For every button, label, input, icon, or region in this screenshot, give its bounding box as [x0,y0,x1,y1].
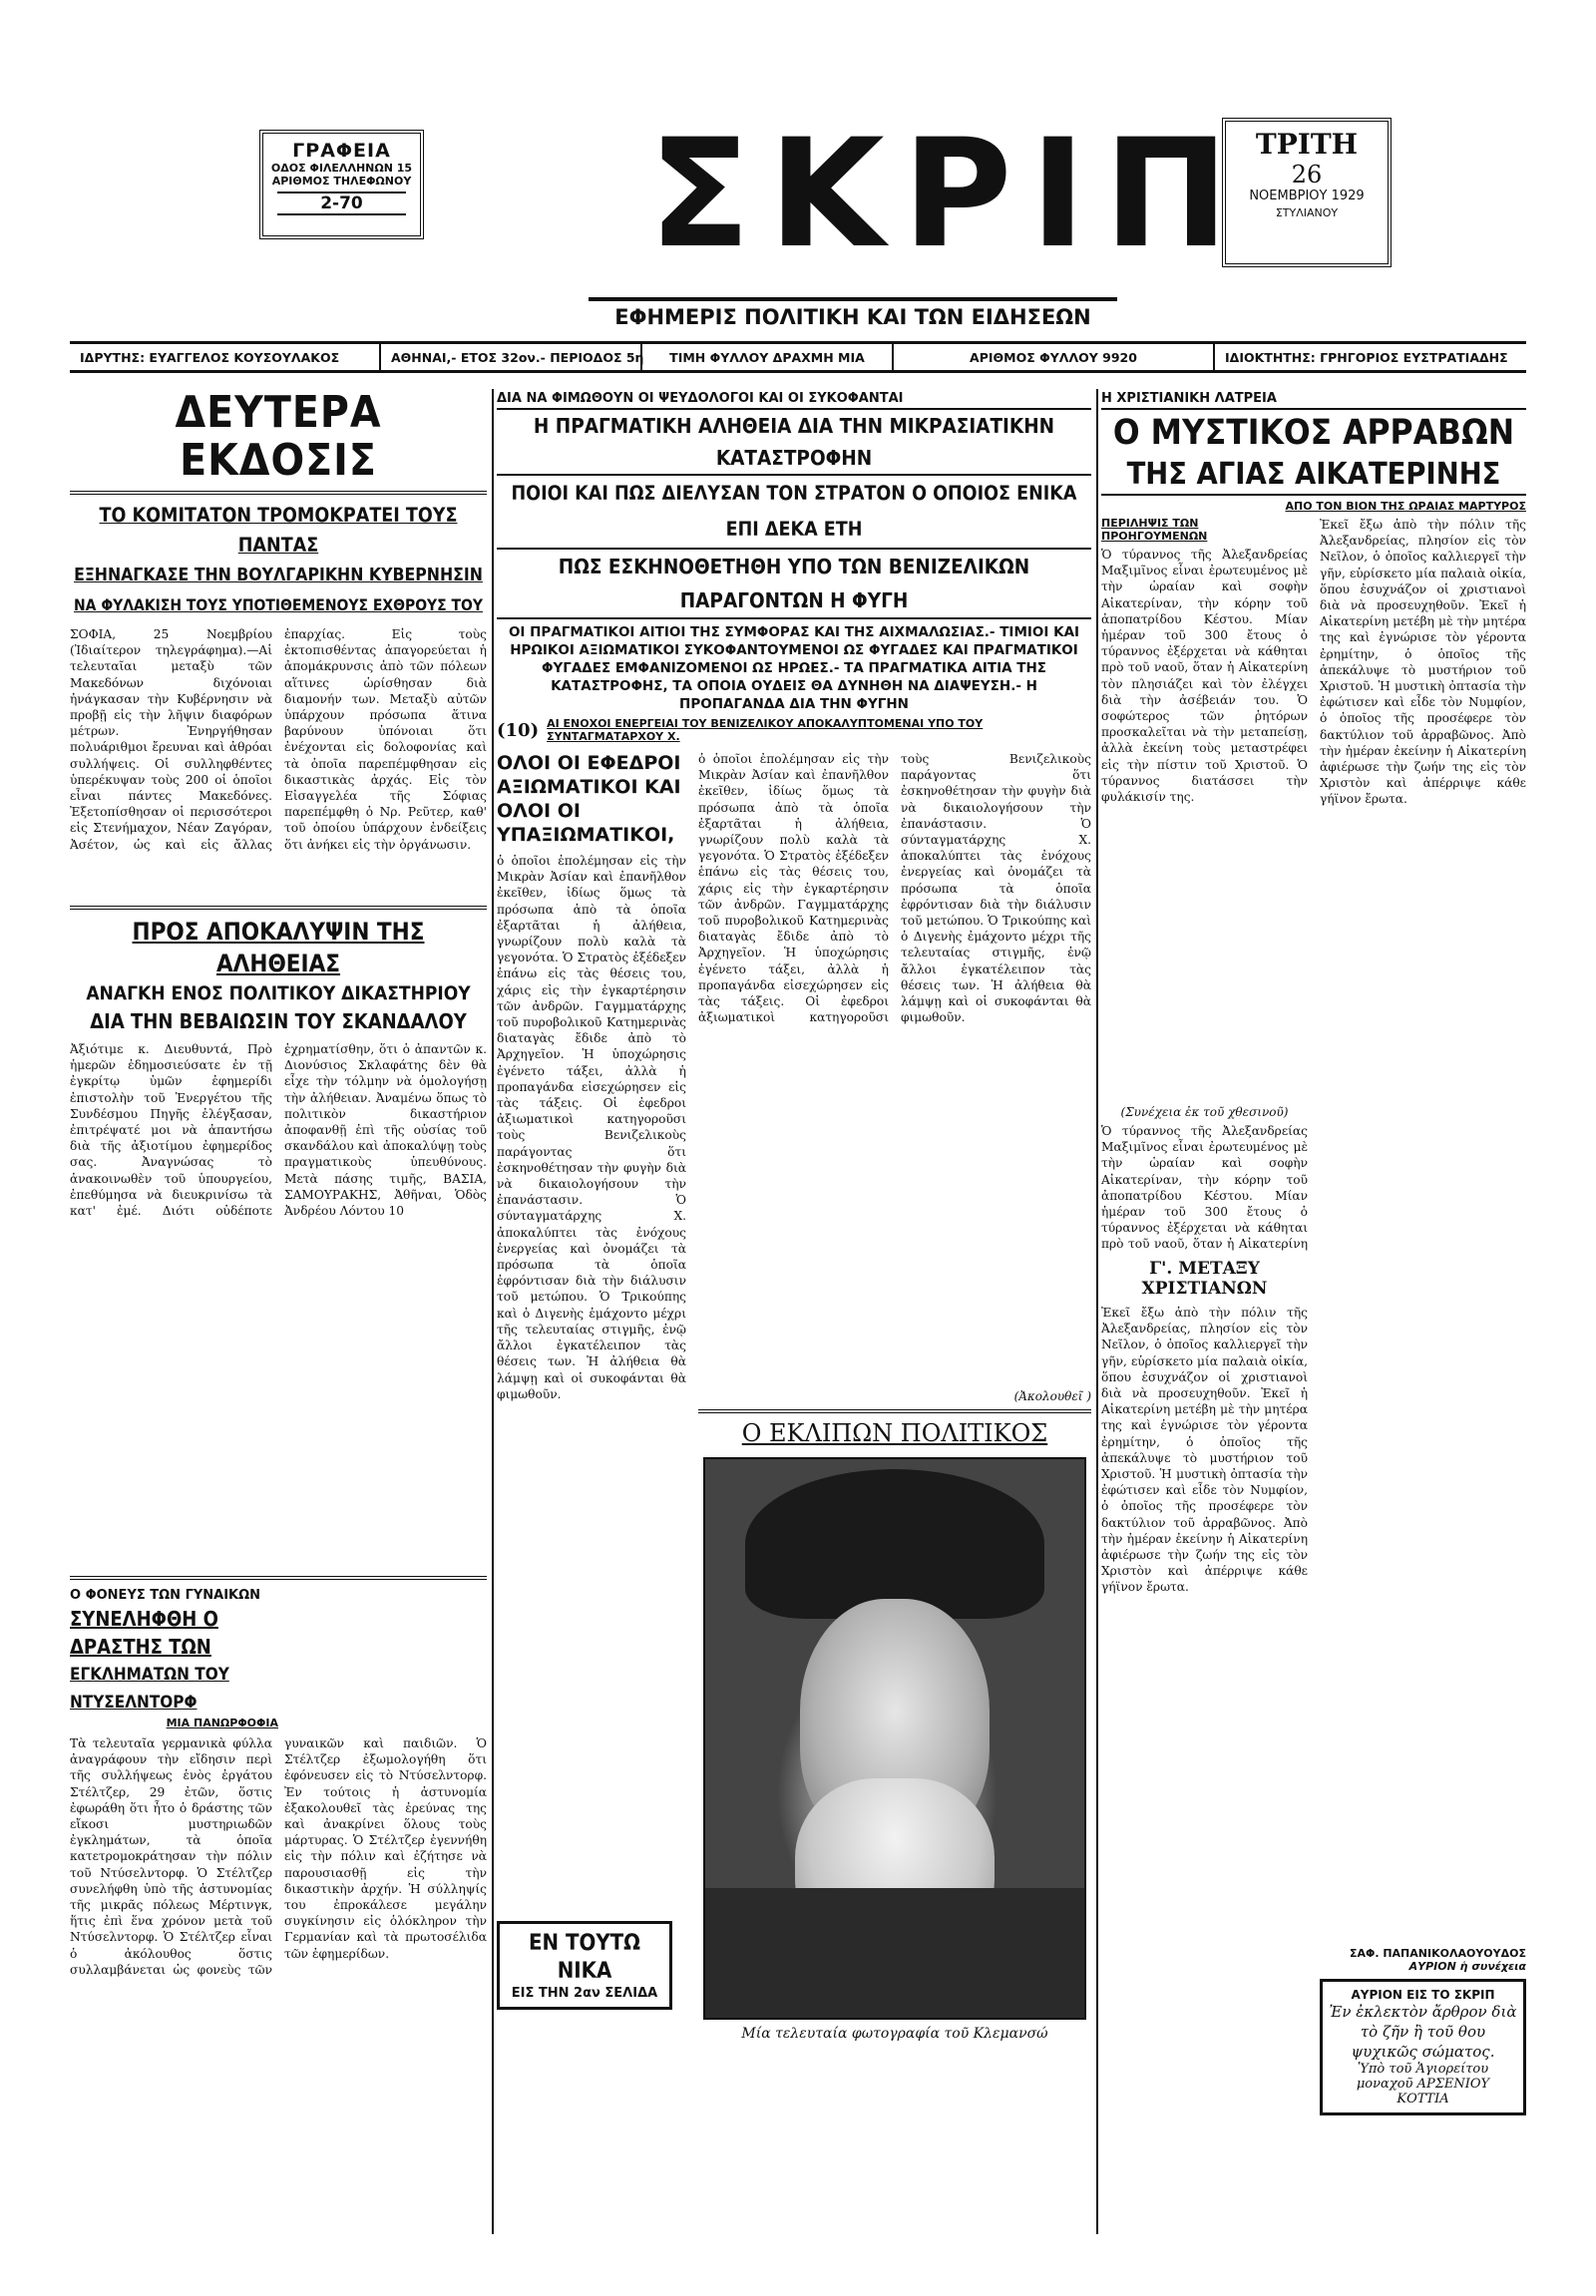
day-number: 26 [1291,161,1323,189]
section-number: (10) [497,719,540,741]
headline: ΑΝΑΓΚΗ ΕΝΟΣ ΠΟΛΙΤΙΚΟΥ ΔΙΚΑΣΤΗΡΙΟΥ [86,982,471,1004]
headline: ΤΟ ΚΟΜΙΤΑΤΟΝ ΤΡΟΜΟΚΡΑΤΕΙ ΤΟΥΣ ΠΑΝΤΑΣ [99,504,458,557]
column-rule [492,389,494,2234]
column-center [497,389,1091,2199]
promo-body: Ἐν ἐκλεκτὸν ἄρθρον διὰ τὸ ζῆν ἢ τοῦ θου ψυχικῶς σώματος. [1329,2003,1517,2061]
divider [698,1409,1091,1413]
promo-title: ΕΝ ΤΟΥΤΩ ΝΙΚΑ [529,1931,640,1984]
divider [70,1576,487,1580]
owner: ΙΔΙΟΚΤΗΤΗΣ: ΓΡΗΓΟΡΙΟΣ ΕΥΣΤΡΑΤΙΑΔΗΣ [1225,349,1508,365]
lead-paragraph: ΟΛΟΙ ΟΙ ΕΦΕΔΡΟΙ ΑΞΙΩΜΑΤΙΚΟΙ ΚΑΙ ΟΛΟΙ ΟΙ ΥΠΑΞΙΩΜΑΤΙΚΟΙ, [497,752,681,846]
column-rule [1096,389,1098,2234]
headline: ΠΩΣ ΕΣΚΗΝΟΘΕΤΗΘΗ ΥΠΟ ΤΩΝ ΒΕΝΙΖΕΛΙΚΩΝ ΠΑΡΑΓΟΝΤΩΝ Η ΦΥΓΗ [497,550,1091,619]
month-year: ΝΟΕΜΒΡΙΟΥ 1929 [1249,189,1365,203]
newspaper-page [70,60,1526,2234]
promo-sign: Ὑπὸ τοῦ Ἁγιορείτου μοναχοῦ ΑΡΣΕΝΙΟΥ ΚΟΤΤΙΑ [1356,2062,1490,2106]
founder: ΙΔΡΥΤΗΣ: ΕΥΑΓΓΕΛΟΣ ΚΟΥΣΟΥΛΑΚΟΣ [70,344,381,370]
deck: ΟΙ ΠΡΑΓΜΑΤΙΚΟΙ ΑΙΤΙΟΙ ΤΗΣ ΣΥΜΦΟΡΑΣ ΚΑΙ ΤΗΣ ΑΙΧΜΑΛΩΣΙΑΣ.- ΤΙΜΙΟΙ ΚΑΙ ΗΡΩΙΚΟΙ ΑΞΙΩΜΑΤΙΚΟΙ ΣΥΚΟΦΑΝΤΟΥΜΕΝΟΙ ΩΣ ΦΥΓΑΔΕΣ ΚΑΙ ΠΡΑΓΜΑΤΙΚΟΙ ΦΥΓΑΔΕΣ ΕΜΦΑΝΙΖΟΜΕΝΟΙ ΩΣ ΗΡΩΕΣ.- ΤΑ ΠΡΑΓΜΑΤΙΚΑ ΑΙΤΙΑ ΤΗΣ ΚΑΤΑΣΤΡΟΦΗΣ, ΤΑ ΟΠΟΙΑ ΟΥΔΕΙΣ ΘΑ ΔΥΝΗΘΗ ΝΑ ΔΙΑΨΕΥΣΗ.- Η ΠΡΟΠΑΓΑΝΔΑ ΔΙΑ ΤΗΝ ΦΥΓΗΝ [508,624,1080,712]
info-bar [70,341,1526,373]
edition-banner: ΔΕΥΤΕΡΑ ΕΚΔΟΣΙΣ [175,389,382,486]
headline: ΣΥΝΕΛΗΦΘΗ Ο ΔΡΑΣΤΗΣ ΤΩΝ [70,1607,218,1659]
headline: ΕΞΗΝΑΓΚΑΣΕ ΤΗΝ ΒΟΥΛΓΑΡΙΚΗΝ ΚΥΒΕΡΝΗΣΙΝ [74,566,483,585]
continued-note: (Συνέχεια ἐκ τοῦ χθεσινοῦ) [1120,1105,1289,1119]
kicker: ΔΙΑ ΝΑ ΦΙΜΩΘΟΥΝ ΟΙ ΨΕΥΔΟΛΟΓΟΙ ΚΑΙ ΟΙ ΣΥΚΟΦΑΝΤΑΙ [497,389,1091,410]
section-head: ΑΙ ΕΝΟΧΟΙ ΕΝΕΡΓΕΙΑΙ ΤΟΥ ΒΕΝΙΖΕΛΙΚΟΥ ΑΠΟΚΑΛΥΠΤΟΜΕΝΑΙ ΥΠΟ ΤΟΥ ΣΥΝΤΑΓΜΑΤΑΡΧΟΥ Χ. [547,717,984,743]
phone-label: ΑΡΙΘΜΟΣ ΤΗΛΕΦΩΝΟΥ [271,175,412,188]
phone-number: 2-70 [277,191,406,215]
office-label: ΓΡΑΦΕΙΑ [292,140,391,162]
headline: ΤΗΣ ΑΓΙΑΣ ΑΙΚΑΤΕΡΙΝΗΣ [1101,456,1526,496]
article-body: Ἐκεῖ ἔξω ἀπὸ τὴν πόλιν τῆς Ἀλεξανδρείας, πλησίον εἰς τὸν Νεῖλον, ὁ ὁποῖος καλλιεργεῖ τὴν γῆν, εὑρίσκετο μία παλαιὰ οἰκία, ὅπου ἐσυχνάζον οἱ χριστιανοὶ διὰ νὰ προσευχηθοῦν. Ἐκεῖ ἡ Αἰκατερίνη μετέβη μὲ τὴν μητέρα της καὶ ἐγνώρισε τὸν γέροντα ἐρημίτην, ὁ ὁποῖος τῆς ἀπεκάλυψε τὸ μυστήριον τοῦ Χριστοῦ. Ἡ μυστικὴ ὀπτασία τὴν ἐφώτισεν καὶ εἶδε τὸν Νυμφίον, ὁ ὁποῖος τῆς προσέφερε τὸν δακτύλιον τοῦ ἀρραβῶνος. Ἀπὸ τὴν ἡμέραν ἐκείνην ἡ Αἰκατερίνη ἀφιέρωσε τὴν ζωήν της εἰς τὸν Χριστὸν καὶ ἀπέρριψε κάθε γήϊνον ἔρωτα. [1101,1306,1308,1595]
article-body: Ἀξιότιμε κ. Διευθυντά, Πρὸ ἡμερῶν ἐδημοσιεύσατε ἐν τῇ ἐγκρίτῳ ὑμῶν ἐφημερίδι ἐπιστολὴν τοῦ Ἐνεργέτου τῆς Συνδέσμου Πηγῆς ἐλέγξασαν, ἐπιτρέψατέ μοι νὰ ἀπαντήσω διὰ τῆς ἀξιοτίμου ἐφημερίδος σας. Ἀναγνώσας τὸ ἀνακοινωθὲν τοῦ ὑπουργείου, ἐπεθύμησα νὰ διευκρινίσω τὰ κατ' ἐμέ. Διότι οὐδέποτε ἐχρηματίσθην, ὅτι ὁ ἀπαντῶν κ. Διονύσιος Σκλαφάτης δὲν θὰ εἶχε τὴν τόλμην νὰ ὁμολογήσῃ τὴν ἀλήθειαν. Ἀναμένω ὅπως τὸ πολιτικὸν δικαστήριον ἀποφανθῇ ἐπὶ τῆς οὐσίας τοῦ σκανδάλου καὶ ἀποκαλύψῃ τοὺς πραγματικοὺς ὑπευθύνους. Μετὰ πάσης τιμῆς, ΒΑΣΙΑ, ΣΑΜΟΥΡΑΚΗΣ, Ἀθῆναι, Ὁδὸς Ἀνδρέου Λόντου 10 [70,1042,487,1219]
article-body-continued: ὁ ὁποῖοι ἐπολέμησαν εἰς τὴν Μικρὰν Ἀσίαν καὶ ἐπανῆλθον ἐκεῖθεν, ἰδίως ὅμως τὰ πρόσωπα ἀπὸ τὰ ὁποῖα ἐξαρτᾶται ἡ ἀλήθεια, γνωρίζουν πολὺ καλὰ τὰ γεγονότα. Ὁ Στρατὸς ἐξέδεξεν ἑπάνω εἰς τὰς θέσεις του, χάρις εἰς τὴν ἐγκαρτέρησιν τῶν ἀνδρῶν. Γαγμματάρχης τοῦ πυροβολικοῦ Κατημερινὰς διαταγὰς ἔδιδε ἀπὸ τὸ Ἀρχηγεῖον. Ἡ ὑποχώρησις ἐγένετο τάξει, ἀλλὰ ἡ προπαγάνδα εἰσεχώρησεν εἰς τὰς τάξεις. Οἱ ἐφεδροι ἀξιωματικοὶ κατηγοροῦσι τοὺς Βενιζελικοὺς παράγοντας ὅτι ἐσκηνοθέτησαν τὴν φυγὴν διὰ νὰ δικαιολογήσουν τὴν ἐπανάστασιν. Ὁ σύνταγματάρχης Χ. ἀποκαλύπτει τὰς ἐνόχους ἐνεργείας καὶ ὀνομάζει τὰ πρόσωπα τὰ ὁποῖα ἐφρόντισαν διὰ τὴν διάλυσιν τοῦ μετώπου. Ὁ Τρικούπης καὶ ὁ Διγενὴς ἐμάχοντο μέχρι τῆς τελευταίας στιγμῆς, ἐνῷ ἄλλοι ἐγκατέλειπον τὰς θέσεις των. Ἡ ἀλήθεια θὰ λάμψῃ καὶ οἱ συκοφάνται θὰ φιμωθοῦν. [698,752,1091,1025]
headline: ΠΟΙΟΙ ΚΑΙ ΠΩΣ ΔΙΕΛΥΣΑΝ ΤΟΝ ΣΤΡΑΤΟΝ Ο ΟΠΟΙΟΣ ΕΝΙΚΑ ΕΠΙ ΔΕΚΑ ΕΤΗ [497,476,1091,550]
tomorrow-promo [1320,1979,1526,2115]
column-right [1101,389,1526,2182]
article-body: Ὁ τύραννος τῆς Ἀλεξανδρείας Μαξιμῖνος εἶναι ἐρωτευμένος μὲ τὴν ὡραίαν καὶ σοφὴν Αἰκατερίναν, τὴν κόρην τοῦ ἀποπατρίδου Κέστου. Μίαν ἡμέραν τοῦ 300 ἔτους ὁ τύραννος ἐξέρχεται νὰ κάθηται πρὸ τοῦ ναοῦ, ὅταν ἡ Αἰκατερίνη [1101,1124,1308,1252]
article-body: ὁ ὁποῖοι ἐπολέμησαν εἰς τὴν Μικρὰν Ἀσίαν καὶ ἐπανῆλθον ἐκεῖθεν, ἰδίως ὅμως τὰ πρόσωπα ἀπὸ τὰ ὁποῖα ἐξαρτᾶται ἡ ἀλήθεια, γνωρίζουν πολὺ καλὰ τὰ γεγονότα. Ὁ Στρατὸς ἐξέδεξεν ἑπάνω εἰς τὰς θέσεις του, χάρις εἰς τὴν ἐγκαρτέρησιν τῶν ἀνδρῶν. Γαγμματάρχης τοῦ πυροβολικοῦ Κατημερινὰς διαταγὰς ἔδιδε ἀπὸ τὸ Ἀρχηγεῖον. Ἡ ὑποχώρησις ἐγένετο τάξει, ἀλλὰ ἡ προπαγάνδα εἰσεχώρησεν εἰς τὰς τάξεις. Οἱ ἐφεδροι ἀξιωματικοὶ κατηγοροῦσι τοὺς Βενιζελικοὺς παράγοντας ὅτι ἐσκηνοθέτησαν τὴν φυγὴν διὰ νὰ δικαιολογήσουν τὴν ἐπανάστασιν. Ὁ σύνταγματάρχης Χ. ἀποκαλύπτει τὰς ἐνόχους ἐνεργείας καὶ ὀνομάζει τὰ πρόσωπα τὰ ὁποῖα ἐφρόντισαν διὰ τὴν διάλυσιν τοῦ μετώπου. Ὁ Τρικούπης καὶ ὁ Διγενὴς ἐμάχοντο μέχρι τῆς τελευταίας στιγμῆς, ἐνῷ ἄλλοι ἐγκατέλειπον τὰς θέσεις των. Ἡ ἀλήθεια θὰ λάμψῃ καὶ οἱ συκοφάνται θὰ φιμωθοῦν. [497,854,686,1401]
byline: ΑΠΟ ΤΟΝ ΒΙΟΝ ΤΗΣ ΩΡΑΙΑΣ ΜΑΡΤΥΡΟΣ [1285,500,1526,513]
portrait-photo [703,1457,1086,2020]
subhead: Γ'. ΜΕΤΑΞΥ ΧΡΙΣΤΙΑΝΩΝ [1141,1259,1268,1299]
office-address: ΟΔΟΣ ΦΙΛΕΛΛΗΝΩΝ 15 [270,162,413,175]
article-body: Τὰ τελευταῖα γερμανικὰ φύλλα ἀναγράφουν τὴν εἴδησιν περὶ τῆς συλλήψεως ἑνὸς ἐργάτου Στέλτζερ, 29 ἐτῶν, ὅστις ἐφωράθη ὅτι ἦτο ὁ δράστης τῶν εἴκοσι μυστηριωδῶν ἐγκλημάτων, τὰ ὁποῖα κατετρομοκράτησαν τὴν πόλιν τοῦ Ντύσελντορφ. Ὁ Στέλτζερ συνελήφθη ὑπὸ τῆς ἀστυνομίας τῆς μικρᾶς πόλεως Μέρτινγκ, ἥτις ἐπὶ ἕνα χρόνον μετὰ τοῦ Ντύσελντορφ. Ὁ Στέλτζερ εἶναι ὁ ἀκόλουθος ὅστις συλλαμβάνεται ὡς φονεὺς τῶν γυναικῶν καὶ παιδιῶν. Ὁ Στέλτζερ ἐξωμολογήθη ὅτι ἐφόνευσεν εἰς τὸ Ντύσελντορφ. Ἐν τούτοις ἡ ἀστυνομία ἐξακολουθεῖ τὰς ἐρεύνας της καὶ ἀνακρίνει ὅλους τοὺς μάρτυρας. Ὁ Στέλτζερ ἐγεννήθη εἰς τὴν πόλιν καὶ ἐζήτησε νὰ παρουσιασθῇ εἰς τὴν δικαστικὴν ἀρχήν. Ἡ σύλληψίς του ἐπροκάλεσε μεγάλην συγκίνησιν εἰς ὁλόκληρον τὴν Γερμανίαν καὶ τὰ πρωτοσέλιδα τῶν ἐφημερίδων. [70,1736,487,1977]
photo-kicker: Ο ΕΚΛΙΠΩΝ ΠΟΛΙΤΙΚΟΣ [741,1419,1048,1447]
headline: Ο ΜΥΣΤΙΚΟΣ ΑΡΡΑΒΩΝ [1112,413,1515,453]
promo-box [497,1921,672,2010]
promo-head: ΑΥΡΙΟΝ ΕΙΣ ΤΟ ΣΚΡΙΠ [1351,1988,1495,2002]
headline: ΔΙΑ ΤΗΝ ΒΕΒΑΙΩΣΙΝ ΤΟΥ ΣΚΑΝΔΑΛΟΥ [90,1009,467,1033]
weekday: ΤΡΙΤΗ [1255,128,1359,161]
article-body-continued: Ἐκεῖ ἔξω ἀπὸ τὴν πόλιν τῆς Ἀλεξανδρείας, πλησίον εἰς τὸν Νεῖλον, ὁ ὁποῖος καλλιεργεῖ τὴν γῆν, εὑρίσκετο μία παλαιὰ οἰκία, ὅπου ἐσυχνάζον οἱ χριστιανοὶ διὰ νὰ προσευχηθοῦν. Ἐκεῖ ἡ Αἰκατερίνη μετέβη μὲ τὴν μητέρα της καὶ ἐγνώρισε τὸν γέροντα ἐρημίτην, ὁ ὁποῖος τῆς ἀπεκάλυψε τὸ μυστήριον τοῦ Χριστοῦ. Ἡ μυστικὴ ὀπτασία τὴν ἐφώτισεν καὶ εἶδε τὸν Νυμφίον, ὁ ὁποῖος τῆς προσέφερε τὸν δακτύλιον τοῦ ἀρραβῶνος. Ἀπὸ τὴν ἡμέραν ἐκείνην ἡ Αἰκατερίνη ἀφιέρωσε τὴν ζωήν της εἰς τὸν Χριστὸν καὶ ἀπέρριψε κάθε γήϊνον ἔρωτα. [1320,518,1526,807]
promo-page: ΕΙΣ ΤΗΝ 2αν ΣΕΛΙΔΑ [511,1986,658,2001]
kicker: Ο ΦΟΝΕΥΣ ΤΩΝ ΓΥΝΑΙΚΩΝ [70,1588,261,1603]
headline: ΕΓΚΛΗΜΑΤΩΝ ΤΟΥ ΝΤΥΣΕΛΝΤΟΡΦ [70,1665,229,1713]
column-left [70,389,487,2174]
office-info-box [259,130,424,239]
saint-name: ΣΤΥΛΙΑΝΟΥ [1275,206,1339,219]
issue-number: ΑΡΙΘΜΟΣ ΦΥΛΛΟΥ 9920 [894,344,1215,370]
headline: Η ΠΡΑΓΜΑΤΙΚΗ ΑΛΗΘΕΙΑ ΔΙΑ ΤΗΝ ΜΙΚΡΑΣΙΑΤΙΚΗΝ ΚΑΤΑΣΤΡΟΦΗΝ [497,410,1091,476]
price: ΤΙΜΗ ΦΥΛΛΟΥ ΔΡΑΧΜΗ ΜΙΑ [642,344,894,370]
divider [70,491,487,495]
newspaper-subtitle: ΕΦΗΜΕΡΙΣ ΠΟΛΙΤΙΚΗ ΚΑΙ ΤΩΝ ΕΙΔΗΣΕΩΝ [589,297,1117,329]
city-year: ΑΘΗΝΑΙ,- ΕΤΟΣ 32ον.- ΠΕΡΙΟΔΟΣ 5η [381,344,642,370]
headline: ΝΑ ΦΥΛΑΚΙΣΗ ΤΟΥΣ ΥΠΟΤΙΘΕΜΕΝΟΥΣ ΕΧΘΡΟΥΣ ΤΟΥ [74,596,483,614]
newspaper-logo: ΣΚΡΙΠ [648,108,1247,281]
date-box [1222,118,1392,267]
article-body: ΣΟΦΙΑ, 25 Νοεμβρίου (Ἰδιαίτερον τηλεγράφημα).—Αἱ τελευταῖαι μεταξὺ τῶν Μακεδόνων διχόνοιαι ἠνάγκασαν τὴν Κυβέρνησιν νὰ προβῇ εἰς τὴν λῆψιν διαφόρων μέτρων. Ἐνηργήθησαν πολυάριθμοι ἔρευναι καὶ ἀθρόαι συλλήψεις. Οἱ συλληφθέντες ὑπερέκυψαν τοὺς 200 οἱ ὁποῖοι εἶναι πάντες Μακεδόνες. Ἐξετοπίσθησαν οἱ περισσότεροι εἰς Στενήμαχον, Νέαν Ζαγόραν, Ἀσέτον, ὡς καὶ εἰς ἄλλας ἐπαρχίας. Εἰς τοὺς ἐκτοπισθέντας ἀπαγορεύεται ἡ ἀπομάκρυνσις ἀπὸ τῶν πόλεων αἵτινες ὡρίσθησαν διὰ διαμονήν των. Μεταξὺ αὐτῶν ὑπάρχουν πρόσωπα ἅτινα βαρύνουν ὑπόνοιαι ὅτι ἐνέχονται εἰς δολοφονίας καὶ τὰ ὁποῖα παρεπέμφθησαν εἰς δικαστικὰς ἀρχάς. Εἰς τὸν Εἰσαγγελέα τῆς Σόφιας παρεπέμφθη ὁ Νρ. Ρεῦτερ, καθ' τοῦ ὁποίου ὑπάρχουν ἐνδείξεις ὅτι ἀνήκει εἰς τὴν ὀργάνωσιν. [70,627,487,852]
divider [70,906,487,910]
article-body: Ὁ τύραννος τῆς Ἀλεξανδρείας Μαξιμῖνος εἶναι ἐρωτευμένος μὲ τὴν ὡραίαν καὶ σοφὴν Αἰκατερίναν, τὴν κόρην τοῦ ἀποπατρίδου Κέστου. Μίαν ἡμέραν τοῦ 300 ἔτους ὁ τύραννος ἐξέρχεται νὰ κάθηται πρὸ τοῦ ναοῦ, ὅταν ἡ Αἰκατερίνη τὸν πλησιάζει καὶ τὸν ἐλέγχει διὰ τὴν ἀσέβειάν του. Ὁ σοφώτερος τῶν ῥητόρων προσκαλεῖται νὰ τὴν μεταπείσῃ, ἀλλὰ ἐκείνη τοὺς μεταστρέφει εἰς τὴν πίστιν τοῦ Χριστοῦ. Ὁ τύραννος διατάσσει τὴν φυλάκισίν της. [1101,548,1308,805]
photo-caption: Μία τελευταία φωτογραφία τοῦ Κλεμανσώ [741,2026,1048,2042]
signature: ΣΑΦ. ΠΑΠΑΝΙΚΟΛΑΟΥΟΥΔΟΣ [1349,1947,1526,1960]
kicker: Η ΧΡΙΣΤΙΑΝΙΚΗ ΛΑΤΡΕΙΑ [1101,389,1526,410]
masthead [70,60,1526,329]
continued-note: (Ἀκολουθεῖ ) [1013,1389,1091,1403]
subhead: ΠΕΡΙΛΗΨΙΣ ΤΩΝ ΠΡΟΗΓΟΥΜΕΝΩΝ [1101,517,1208,543]
headline: ΠΡΟΣ ΑΠΟΚΑΛΥΨΙΝ ΤΗΣ ΑΛΗΘΕΙΑΣ [132,918,425,977]
byline: ΜΙΑ ΠΑΝΩΡΦΟΦΙΑ [166,1717,278,1729]
tomorrow-note: ΑΥΡΙΟΝ ἡ συνέχεια [1408,1960,1526,1973]
